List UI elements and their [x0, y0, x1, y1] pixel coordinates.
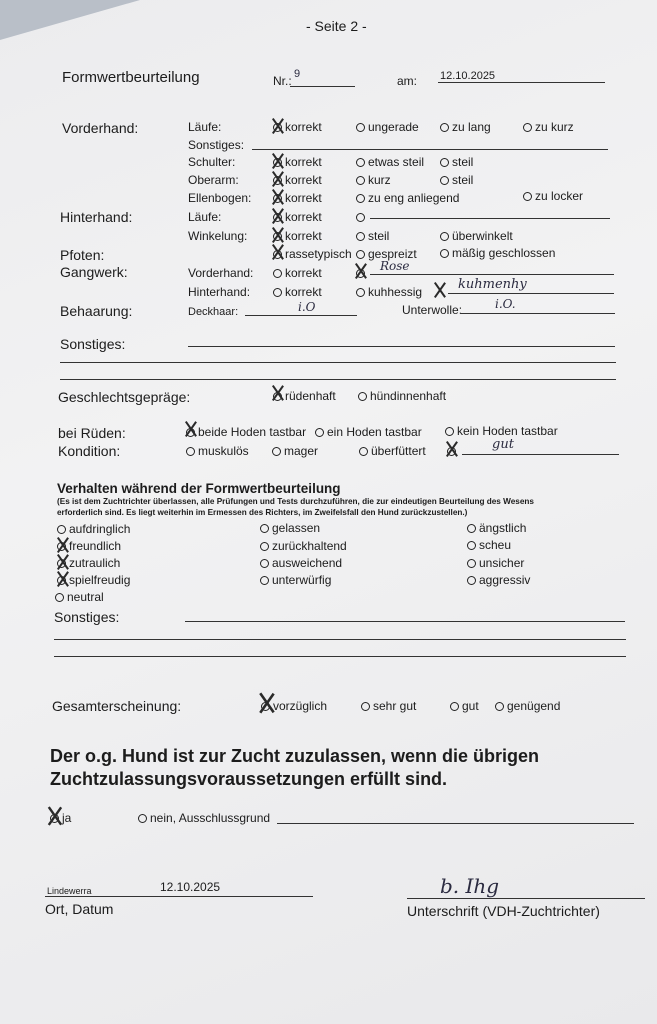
check-mark-icon [184, 422, 198, 436]
check-mark-icon [271, 119, 285, 133]
rueden-label: bei Rüden: [58, 425, 126, 441]
datum-value: 12.10.2025 [160, 880, 221, 894]
check-mark-icon [271, 245, 285, 259]
kondition-handwritten: gut [492, 437, 514, 452]
radio-icon [260, 559, 269, 568]
radio-icon [495, 702, 504, 711]
verhalten-freundlich-option[interactable]: freundlich [57, 539, 121, 553]
radio-icon [358, 392, 367, 401]
radio-icon [260, 524, 269, 533]
page-header: - Seite 2 - [306, 18, 367, 34]
ellenbogen-label: Ellenbogen: [188, 191, 252, 205]
sonstiges-line-3[interactable] [60, 379, 616, 380]
radio-icon [272, 447, 281, 456]
gangwerk-vorderhand-line[interactable] [370, 274, 614, 275]
page-corner [0, 0, 140, 40]
check-mark-icon [258, 694, 276, 712]
rueden-ein-option[interactable]: ein Hoden tastbar [315, 425, 422, 439]
radio-icon [356, 232, 365, 241]
check-mark-icon [271, 154, 285, 168]
winkelung-steil-option[interactable]: steil [356, 229, 389, 243]
zucht-nein-option[interactable]: nein, Ausschlussgrund [138, 811, 270, 825]
radio-icon [467, 541, 476, 550]
oberarm-label: Oberarm: [188, 173, 239, 187]
ort-value: Lindewerra [47, 886, 92, 896]
radio-icon [260, 576, 269, 585]
laeufe-zu-lang-option[interactable]: zu lang [440, 120, 491, 134]
check-mark-icon [56, 572, 70, 586]
radio-icon [440, 176, 449, 185]
gangwerk-hinterhand-korrekt-option[interactable]: korrekt [273, 285, 322, 299]
zucht-ja-option[interactable]: ja [50, 811, 71, 825]
gesamt-vorzueglich-option[interactable]: vorzüglich [261, 699, 327, 713]
verhalten-aufdringlich-option[interactable]: aufdringlich [57, 522, 130, 536]
gesamt-genuegend-option[interactable]: genügend [495, 699, 560, 713]
laeufe-korrekt-option[interactable]: korrekt [273, 120, 322, 134]
radio-icon [361, 702, 370, 711]
gesamt-sehr-gut-option[interactable]: sehr gut [361, 699, 416, 713]
ort-datum-line [45, 896, 313, 897]
gangwerk-vorderhand-handwritten: Rose [380, 259, 410, 273]
radio-icon [440, 158, 449, 167]
schulter-korrekt-option[interactable]: korrekt [273, 155, 322, 169]
deckhaar-line[interactable] [245, 315, 357, 316]
zucht-statement-2: Zuchtzulassungsvoraussetzungen erfüllt sind. [50, 769, 448, 789]
deckhaar-value: i.O [298, 300, 316, 314]
nr-value: 9 [294, 68, 301, 80]
radio-icon [186, 447, 195, 456]
winkelung-ueberwinkelt-option[interactable]: überwinkelt [440, 229, 513, 243]
laeufe-zu-kurz-option[interactable]: zu kurz [523, 120, 574, 134]
radio-icon [440, 123, 449, 132]
radio-icon [440, 232, 449, 241]
behaarung-label: Behaarung: [60, 303, 133, 319]
unterwolle-line[interactable] [460, 313, 615, 314]
gangwerk-hinterhand-kuhhessig-option[interactable]: kuhhessig [356, 285, 422, 299]
gangwerk-hinterhand-label: Hinterhand: [188, 285, 251, 299]
vorderhand-sonstiges-line[interactable] [252, 149, 608, 150]
hinterhand-label: Hinterhand: [60, 209, 133, 225]
kondition-muskuloes-option[interactable]: muskulös [186, 444, 249, 458]
kondition-label: Kondition: [58, 443, 121, 459]
schulter-etwas-steil-option[interactable]: etwas steil [356, 155, 424, 169]
kondition-mager-option[interactable]: mager [272, 444, 318, 458]
check-mark-icon [433, 283, 447, 297]
rueden-beide-option[interactable]: beide Hoden tastbar [186, 425, 306, 439]
verhalten-note-2: erforderlich sind. Es liegt weiterhin im Ermessen des Richters, im Zweifelsfall den Hund zurückzustellen.) [57, 508, 468, 517]
radio-icon [273, 269, 282, 278]
check-mark-icon [271, 228, 285, 242]
ellenbogen-korrekt-option[interactable]: korrekt [273, 191, 322, 205]
verhalten-sonstiges-line-2[interactable] [54, 639, 626, 640]
radio-icon [467, 576, 476, 585]
am-value: 12.10.2025 [440, 70, 496, 82]
winkelung-korrekt-option[interactable]: korrekt [273, 229, 322, 243]
check-mark-icon [47, 808, 64, 825]
ausschlussgrund-line[interactable] [277, 823, 634, 824]
unterschrift-label: Unterschrift (VDH-Zuchtrichter) [407, 903, 600, 919]
gangwerk-hinterhand-line[interactable] [448, 293, 614, 294]
gangwerk-vorderhand-label: Vorderhand: [188, 266, 254, 280]
oberarm-kurz-option[interactable]: kurz [356, 173, 391, 187]
radio-icon [445, 427, 454, 436]
kondition-line[interactable] [462, 454, 619, 455]
radio-icon [356, 250, 365, 259]
verhalten-aggressiv-option[interactable]: aggressiv [467, 573, 530, 587]
radio-icon [440, 249, 449, 258]
unterwolle-label: Unterwolle: [402, 303, 463, 317]
radio-icon [356, 123, 365, 132]
radio-icon [356, 194, 365, 203]
nr-label: Nr.: [273, 74, 292, 88]
radio-icon [57, 525, 66, 534]
laeufe-label: Läufe: [188, 120, 222, 134]
radio-icon [356, 158, 365, 167]
geschlecht-huendinnenhaft-option[interactable]: hündinnenhaft [358, 389, 446, 403]
radio-icon [356, 176, 365, 185]
hinterhand-laeufe-label: Läufe: [188, 210, 222, 224]
verhalten-unsicher-option[interactable]: unsicher [467, 556, 524, 570]
winkelung-label: Winkelung: [188, 229, 248, 243]
hinterhand-laeufe-line[interactable] [370, 218, 610, 219]
gangwerk-label: Gangwerk: [60, 264, 128, 280]
verhalten-neutral-option[interactable]: neutral [55, 590, 104, 604]
verhalten-gelassen-option[interactable]: gelassen [260, 521, 320, 535]
geschlecht-ruedenhaft-option[interactable]: rüdenhaft [273, 389, 336, 403]
radio-icon [356, 213, 365, 222]
radio-icon [359, 447, 368, 456]
radio-icon [450, 702, 459, 711]
sonstiges-label: Sonstiges: [60, 336, 126, 352]
form-title: Formwertbeurteilung [62, 69, 200, 86]
check-mark-icon [271, 172, 285, 186]
signature-handwritten: b. Ihg [440, 874, 500, 898]
pfoten-maessig-option[interactable]: mäßig geschlossen [440, 246, 555, 260]
geschlecht-label: Geschlechtsgepräge: [58, 389, 191, 405]
laeufe-ungerade-option[interactable]: ungerade [356, 120, 419, 134]
unterschrift-line [407, 898, 645, 899]
radio-icon [523, 123, 532, 132]
gesamt-label: Gesamterscheinung: [52, 698, 182, 714]
verhalten-unterwuerfig-option[interactable]: unterwürfig [260, 573, 331, 587]
ellenbogen-zu-eng-option[interactable]: zu eng anliegend [356, 191, 459, 205]
check-mark-icon [354, 264, 368, 278]
radio-icon [315, 428, 324, 437]
verhalten-title: Verhalten während der Formwertbeurteilung [57, 481, 341, 496]
check-mark-icon [56, 538, 70, 552]
radio-icon [523, 192, 532, 201]
sonstiges-line-2[interactable] [60, 362, 616, 363]
gesamt-gut-option[interactable]: gut [450, 699, 479, 713]
kondition-ueberfuettert-option[interactable]: überfüttert [359, 444, 426, 458]
verhalten-scheu-option[interactable]: scheu [467, 538, 511, 552]
unterwolle-value: i.O. [495, 297, 516, 311]
radio-icon [55, 593, 64, 602]
vorderhand-label: Vorderhand: [62, 120, 139, 136]
deckhaar-label: Deckhaar: [188, 306, 239, 318]
schulter-label: Schulter: [188, 155, 236, 169]
check-mark-icon [56, 555, 70, 569]
oberarm-korrekt-option[interactable]: korrekt [273, 173, 322, 187]
radio-icon [356, 288, 365, 297]
oberarm-steil-option[interactable]: steil [440, 173, 473, 187]
check-mark-icon [271, 190, 285, 204]
gangwerk-hinterhand-handwritten: kuhmenhy [458, 277, 527, 292]
rueden-kein-option[interactable]: kein Hoden tastbar [445, 424, 558, 438]
pfoten-rassetypisch-option[interactable]: rassetypisch [273, 247, 352, 261]
gangwerk-vorderhand-korrekt-option[interactable]: korrekt [273, 266, 322, 280]
verhalten-zurueckhaltend-option[interactable]: zurückhaltend [260, 539, 347, 553]
schulter-steil-option[interactable]: steil [440, 155, 473, 169]
hinterhand-laeufe-other-option[interactable] [356, 210, 368, 224]
zucht-statement-1: Der o.g. Hund ist zur Zucht zuzulassen, wenn die übrigen [50, 746, 540, 766]
radio-icon [138, 814, 147, 823]
verhalten-sonstiges-label: Sonstiges: [54, 609, 120, 625]
vorderhand-sonstiges-label: Sonstiges: [188, 138, 245, 152]
nr-line [290, 86, 355, 87]
ort-datum-label: Ort, Datum [45, 901, 114, 917]
verhalten-sonstiges-line-3[interactable] [54, 656, 626, 657]
verhalten-sonstiges-line-1[interactable] [185, 621, 625, 622]
pfoten-label: Pfoten: [60, 247, 105, 263]
verhalten-zutraulich-option[interactable]: zutraulich [57, 556, 120, 570]
check-mark-icon [445, 442, 459, 456]
radio-icon [467, 524, 476, 533]
verhalten-aengstlich-option[interactable]: ängstlich [467, 521, 526, 535]
sonstiges-line-1[interactable] [188, 346, 615, 347]
verhalten-ausweichend-option[interactable]: ausweichend [260, 556, 342, 570]
pfoten-gespreizt-option[interactable]: gespreizt [356, 247, 417, 261]
ellenbogen-zu-locker-option[interactable]: zu locker [523, 189, 583, 203]
hinterhand-laeufe-korrekt-option[interactable]: korrekt [273, 210, 322, 224]
check-mark-icon [271, 386, 285, 400]
verhalten-note-1: (Es ist dem Zuchtrichter überlassen, alle Prüfungen und Tests durchzuführen, die zur eindeutigen Beurteilung des Wesens [57, 497, 534, 506]
radio-icon [273, 288, 282, 297]
verhalten-spielfreudig-option[interactable]: spielfreudig [57, 573, 130, 587]
check-mark-icon [271, 209, 285, 223]
am-label: am: [397, 74, 418, 88]
radio-icon [260, 542, 269, 551]
radio-icon [467, 559, 476, 568]
